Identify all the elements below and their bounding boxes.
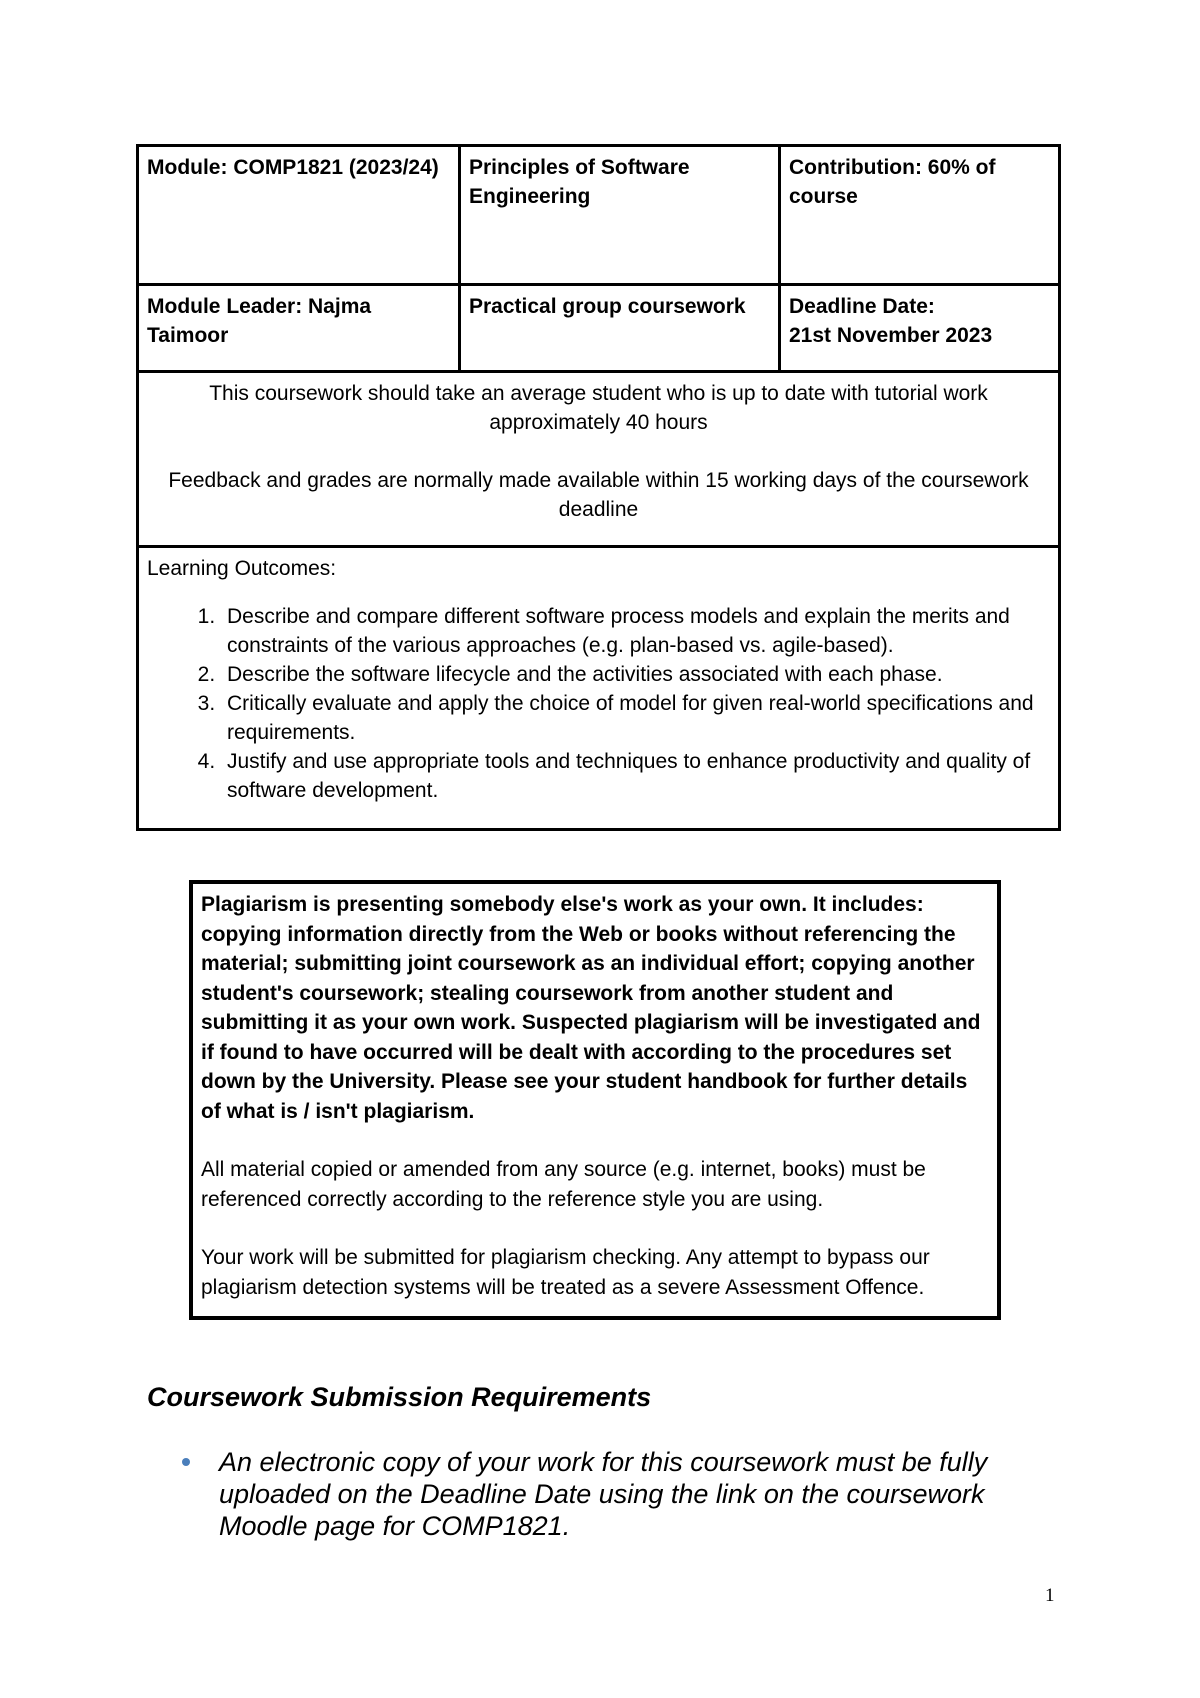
referencing-notice: All material copied or amended from any source (e.g. internet, books) must be referenced correctly according to the reference style you are using.	[201, 1158, 926, 1211]
submission-requirement-item	[178, 1446, 1038, 1542]
module-title-cell: Principles of Software Engineering	[460, 146, 780, 285]
learning-outcomes-label: Learning Outcomes:	[147, 557, 337, 580]
plagiarism-notice-box	[189, 880, 1001, 1320]
info-row-leader	[138, 285, 1060, 372]
effort-estimate-text: This coursework should take an average student who is up to date with tutorial work approximately 40 hours	[209, 382, 988, 434]
deadline-date: 21st November 2023	[789, 324, 993, 347]
submission-requirements-heading: Coursework Submission Requirements	[147, 1382, 652, 1412]
feedback-note-text: Feedback and grades are normally made available within 15 working days of the coursework deadline	[168, 469, 1029, 521]
learning-outcome-item: 4. Justify and use appropriate tools and techniques to enhance productivity and quality of software development.	[221, 747, 1050, 805]
plagiarism-checking-notice: Your work will be submitted for plagiarism checking. Any attempt to bypass our plagiarism detection systems will be treated as a severe Assessment Offence.	[201, 1246, 930, 1299]
learning-outcomes-cell	[138, 547, 1060, 830]
learning-outcome-item: 1. Describe and compare different software process models and explain the merits and constraints of the various approaches (e.g. plan-based vs. agile-based).	[221, 602, 1050, 660]
plagiarism-definition: Plagiarism is presenting somebody else's work as your own. It includes: copying information directly from the Web or books without referencing the material; submitting joint coursework as an individual effort; copying another student's coursework; stealing coursework from another student and submitting it as your own work. Suspected plagiarism will be investigated and if found to have occurred will be dealt with according to the procedures set down by the University. Please see your student handbook for further details of what is / isn't plagiarism.	[201, 893, 981, 1123]
deadline-label: Deadline Date:	[789, 295, 935, 318]
contribution-cell: Contribution: 60% of course	[780, 146, 1060, 285]
learning-outcome-item: 3. Critically evaluate and apply the choice of model for given real-world specifications and requirements.	[221, 689, 1050, 747]
info-row-outcomes	[138, 547, 1060, 830]
coursework-type-cell: Practical group coursework	[460, 285, 780, 372]
page-number: 1	[1045, 1585, 1055, 1606]
module-leader-cell: Module Leader: Najma Taimoor	[138, 285, 460, 372]
module-code-cell: Module: COMP1821 (2023/24)	[138, 146, 460, 285]
deadline-cell	[780, 285, 1060, 372]
info-row-estimate	[138, 372, 1060, 547]
estimate-cell	[138, 372, 1060, 547]
bullet-icon	[182, 1458, 190, 1466]
coursework-info-table	[136, 144, 1061, 831]
submission-requirements-list	[178, 1446, 1038, 1542]
info-row-module	[138, 146, 1060, 285]
submission-requirement-text: An electronic copy of your work for this coursework must be fully uploaded on the Deadline Date using the link on the coursework Moodle page for COMP1821.	[219, 1447, 988, 1541]
learning-outcomes-list	[147, 602, 1050, 805]
learning-outcome-item: 2. Describe the software lifecycle and the activities associated with each phase.	[221, 660, 1050, 689]
